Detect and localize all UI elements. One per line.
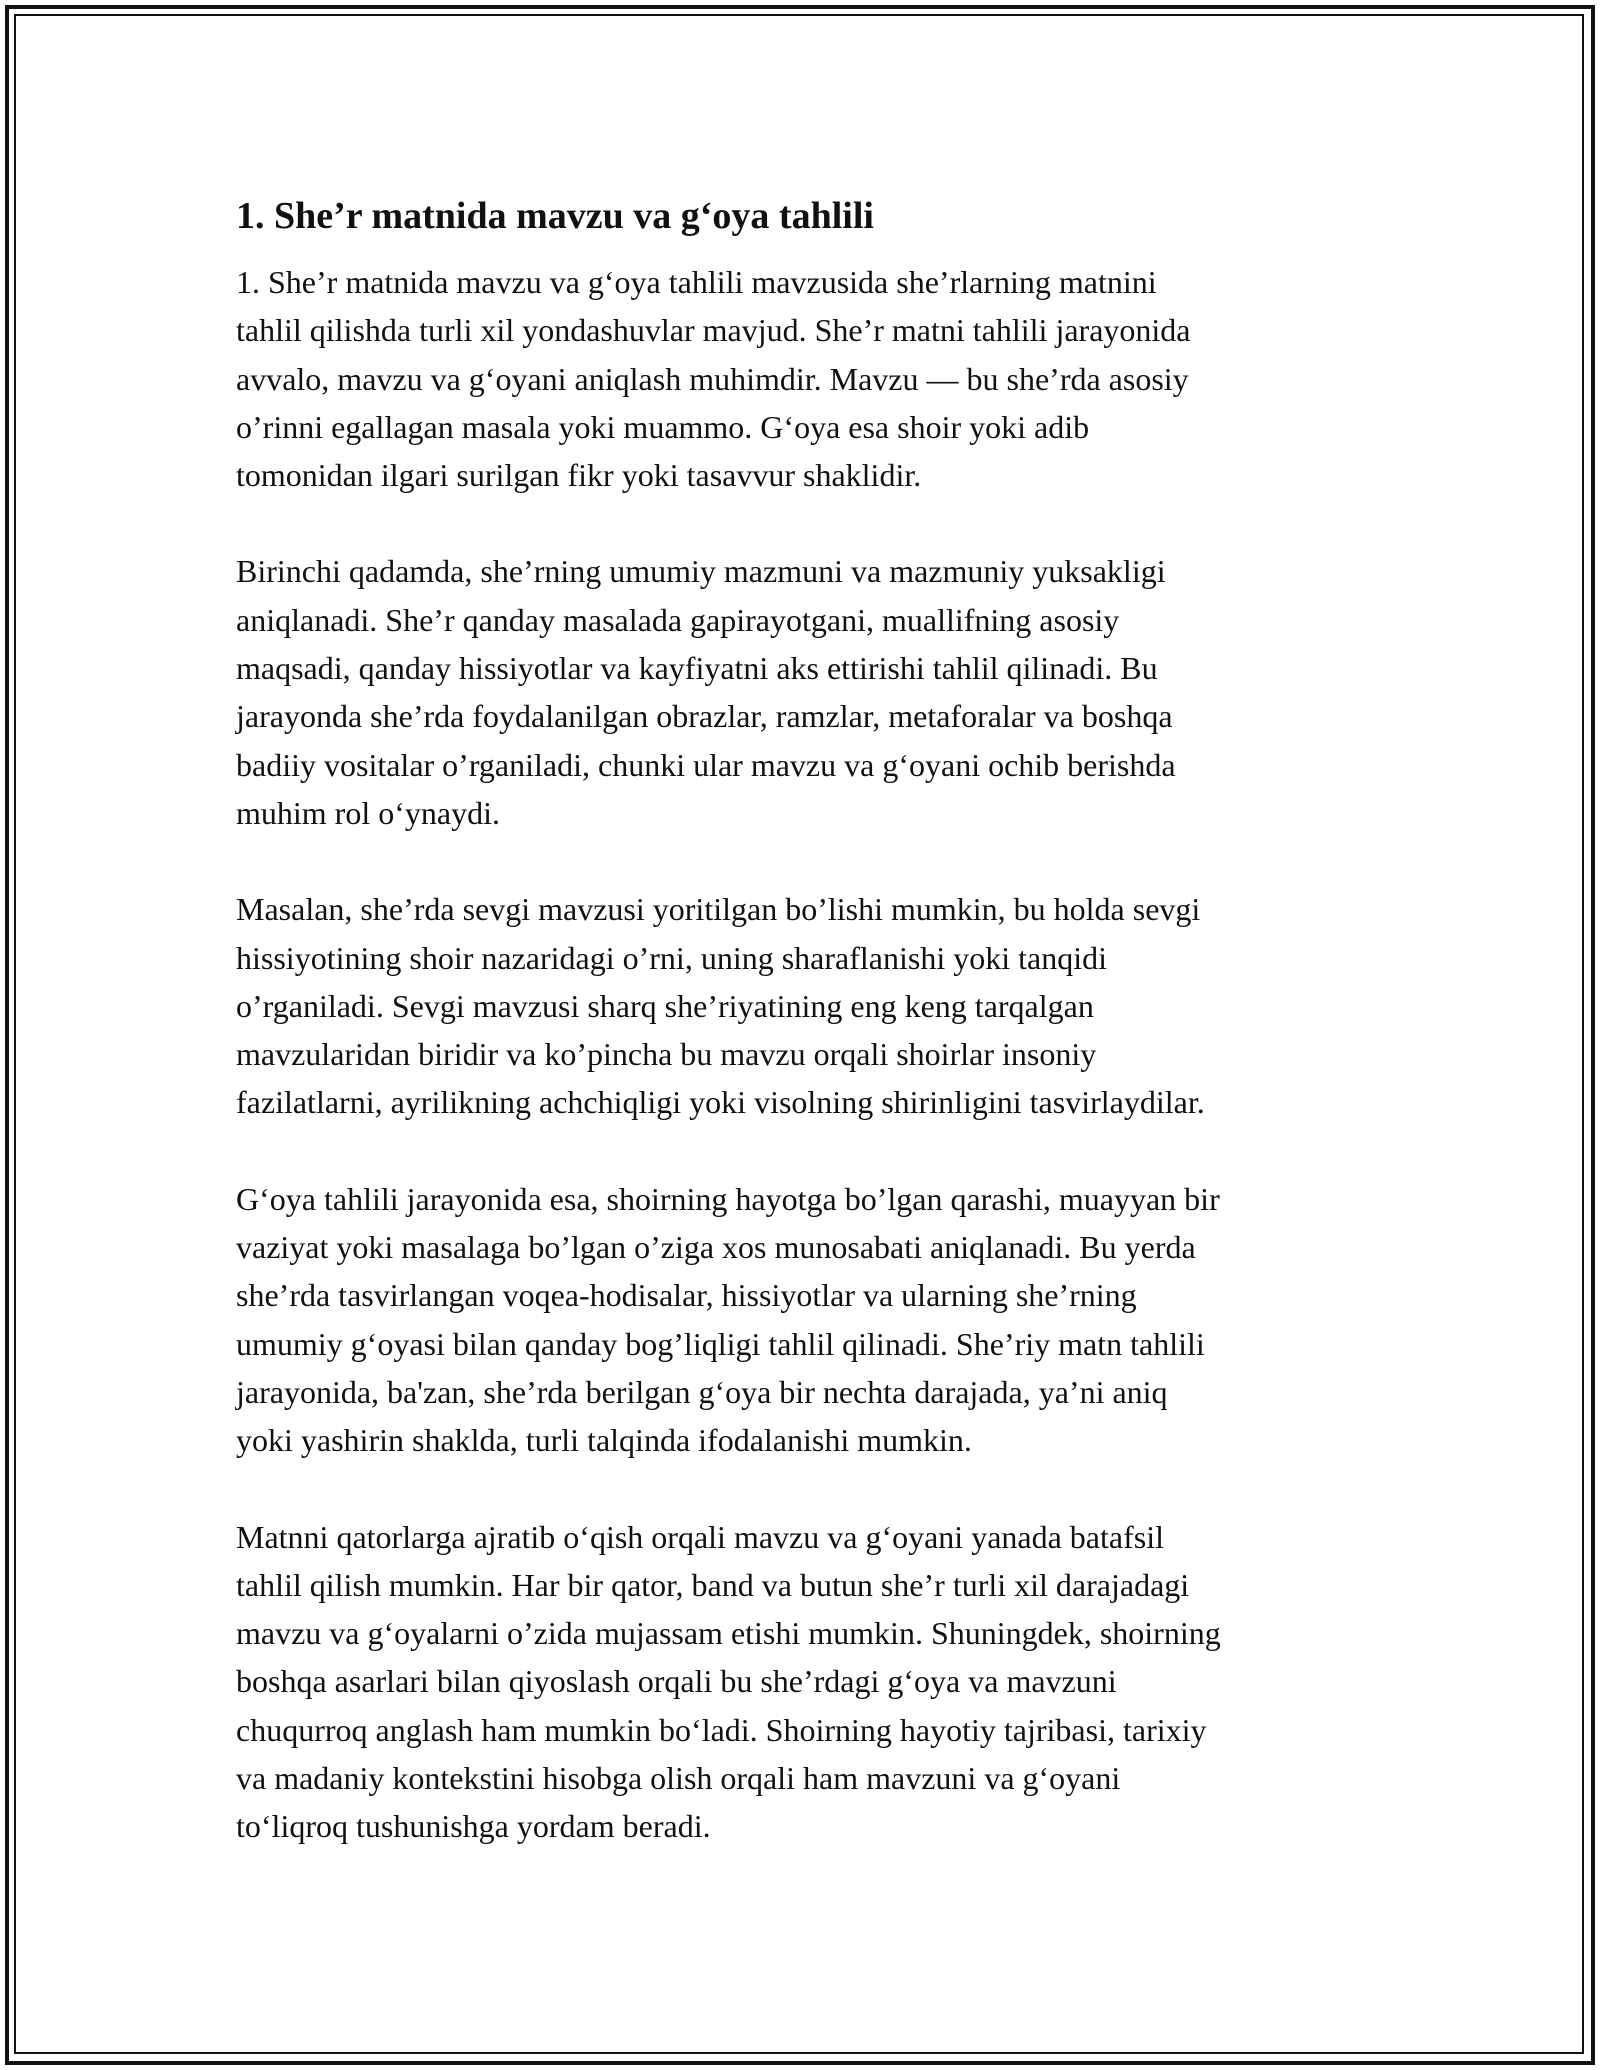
paragraph-line: avvalo, mavzu va g‘oyani aniqlash muhimdir. Mavzu — bu she’rda asosiy — [236, 360, 1189, 397]
paragraph-line: Birinchi qadamda, she’rning umumiy mazmuni va mazmuniy yuksakligi — [236, 553, 1166, 590]
paragraph-line: badiiy vositalar o’rganiladi, chunki ular mavzu va g‘oyani ochib berishda — [236, 746, 1176, 783]
paragraph-line: to‘liqroq tushunishga yordam beradi. — [236, 1808, 711, 1845]
paragraph-line: Masalan, she’rda sevgi mavzusi yoritilgan bo’lishi mumkin, bu holda sevgi — [236, 891, 1201, 928]
paragraph-line: vaziyat yoki masalaga bo’lgan o’ziga xos munosabati aniqlanadi. Bu yerda — [236, 1229, 1196, 1266]
paragraph-line: chuqurroq anglash ham mumkin bo‘ladi. Shoirning hayotiy tajribasi, tarixiy — [236, 1711, 1207, 1748]
paragraph — [236, 885, 1376, 1126]
paragraph-line: aniqlanadi. She’r qanday masalada gapirayotgani, muallifning asosiy — [236, 601, 1120, 638]
paragraph-line: mavzu va g‘oyalarni o’zida mujassam etishi mumkin. Shuningdek, shoirning — [236, 1615, 1221, 1652]
paragraph-line: tahlil qilishda turli xil yondashuvlar mavjud. She’r matni tahlili jarayonida — [236, 312, 1191, 349]
paragraph-line: Matnni qatorlarga ajratib o‘qish orqali mavzu va g‘oyani yanada batafsil — [236, 1518, 1164, 1555]
paragraph — [236, 258, 1376, 499]
paragraph-line: 1. She’r matnida mavzu va g‘oya tahlili mavzusida she’rlarning matnini — [236, 264, 1157, 300]
paragraph-line: o’rinni egallagan masala yoki muammo. G‘oya esa shoir yoki adib — [236, 408, 1090, 445]
paragraph-line: tahlil qilish mumkin. Har bir qator, band va butun she’r turli xil darajadagi — [236, 1566, 1190, 1603]
paragraph-line: tomonidan ilgari surilgan fikr yoki tasavvur shaklidir. — [236, 457, 922, 494]
document-body — [236, 188, 1376, 1899]
paragraph-line: she’rda tasvirlangan voqea-hodisalar, hissiyotlar va ularning she’rning — [236, 1277, 1137, 1314]
paragraph-line: maqsadi, qanday hissiyotlar va kayfiyatni aks ettirishi tahlil qilinadi. Bu — [236, 650, 1158, 687]
paragraph — [236, 547, 1376, 837]
paragraph-line: o’rganiladi. Sevgi mavzusi sharq she’riyatining eng keng tarqalgan — [236, 987, 1094, 1024]
paragraph-line: mavzularidan biridir va ko’pincha bu mavzu orqali shoirlar insoniy — [236, 1036, 1097, 1073]
paragraph — [236, 1513, 1376, 1851]
paragraph-line: fazilatlarni, ayrilikning achchiqligi yoki visolning shirinligini tasvirlaydilar. — [236, 1084, 1205, 1121]
paragraph-line: yoki yashirin shaklda, turli talqinda ifodalanishi mumkin. — [236, 1422, 972, 1459]
paragraph-line: hissiyotining shoir nazaridagi o’rni, uning sharaflanishi yoki tanqidi — [236, 939, 1107, 976]
paragraph-line: jarayonida, ba'zan, she’rda berilgan g‘oya bir nechta darajada, ya’ni aniq — [236, 1373, 1168, 1410]
paragraph-line: boshqa asarlari bilan qiyoslash orqali bu she’rdagi g‘oya va mavzuni — [236, 1663, 1117, 1700]
paragraph-list — [236, 258, 1376, 1851]
paragraph — [236, 1175, 1376, 1465]
section-heading: 1. She’r matnida mavzu va g‘oya tahlili — [236, 195, 874, 237]
paragraph-line: muhim rol o‘ynaydi. — [236, 794, 500, 831]
paragraph-line: umumiy g‘oyasi bilan qanday bog’liqligi tahlil qilinadi. She’riy matn tahlili — [236, 1325, 1205, 1362]
paragraph-line: G‘oya tahlili jarayonida esa, shoirning hayotga bo’lgan qarashi, muayyan bir — [236, 1180, 1220, 1217]
paragraph-line: jarayonda she’rda foydalanilgan obrazlar, ramzlar, metaforalar va boshqa — [236, 698, 1173, 735]
paragraph-line: va madaniy kontekstini hisobga olish orqali ham mavzuni va g‘oyani — [236, 1760, 1121, 1797]
